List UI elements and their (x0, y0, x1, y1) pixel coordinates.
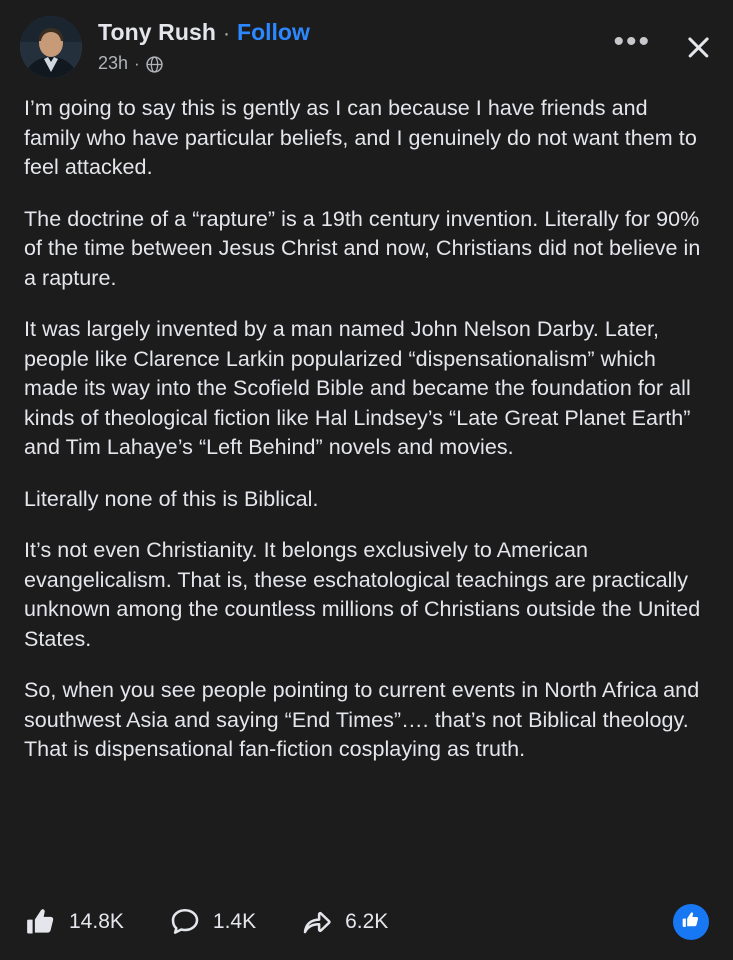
avatar[interactable] (20, 16, 82, 78)
post-paragraph: Literally none of this is Biblical. (24, 486, 319, 511)
globe-icon (146, 56, 163, 73)
post-body (0, 84, 733, 896)
timestamp[interactable]: 23h (98, 53, 129, 74)
header-actions (611, 16, 713, 62)
share-arrow-icon (300, 905, 334, 939)
comment-bubble-icon (168, 905, 202, 939)
post-paragraph: I’m going to say this is gently as I can because I have friends and family who have particular beliefs, and I genuinely do not want them to feel attacked. (24, 96, 697, 179)
like-button[interactable] (24, 905, 124, 939)
post-paragraph: So, when you see people pointing to current events in North Africa and southwest Asia and saying “End Times”…. that’s not Biblical theology. That is dispensational fan-fiction cosplaying as truth. (24, 678, 700, 761)
post-author-block (98, 16, 611, 74)
comment-count: 1.4K (212, 910, 257, 933)
author-name[interactable]: Tony Rush (98, 19, 217, 45)
share-count: 6.2K (345, 910, 389, 933)
name-separator: · (223, 22, 231, 45)
post-paragraph: It’s not even Christianity. It belongs exclusively to American evangelicalism. That is, these eschatological teachings are practically unknown among the countless millions of Christians outside the United States. (24, 538, 701, 651)
thumbs-up-icon (24, 905, 58, 939)
author-row (98, 20, 611, 45)
thumbs-up-filled-icon (681, 910, 701, 935)
post-actions-bar (0, 896, 733, 960)
like-count: 14.8K (69, 910, 124, 933)
comment-button[interactable] (168, 905, 256, 939)
post-paragraph: The doctrine of a “rapture” is a 19th century invention. Literally for 90% of the time between Jesus Christ and now, Christians did not believe in a rapture. (24, 206, 701, 290)
avatar-image (20, 16, 82, 78)
meta-separator: · (134, 53, 140, 73)
post-paragraph: It was largely invented by a man named John Nelson Darby. Later, people like Clarence Larkin popularized “dispensationalism” which made its way into the Scofield Bible and became the foundation for all kinds of theological fiction like Hal Lindsey’s “Late Great Planet Earth” and Tim Lahaye’s “Left Behind” novels and movies. (24, 317, 691, 459)
reaction-indicator[interactable] (673, 904, 709, 940)
follow-button[interactable]: Follow (237, 19, 310, 45)
close-icon[interactable] (683, 32, 713, 62)
post-header (0, 0, 733, 84)
post-meta (98, 53, 611, 74)
share-button[interactable] (300, 905, 388, 939)
more-options-button[interactable]: ••• (613, 25, 651, 58)
